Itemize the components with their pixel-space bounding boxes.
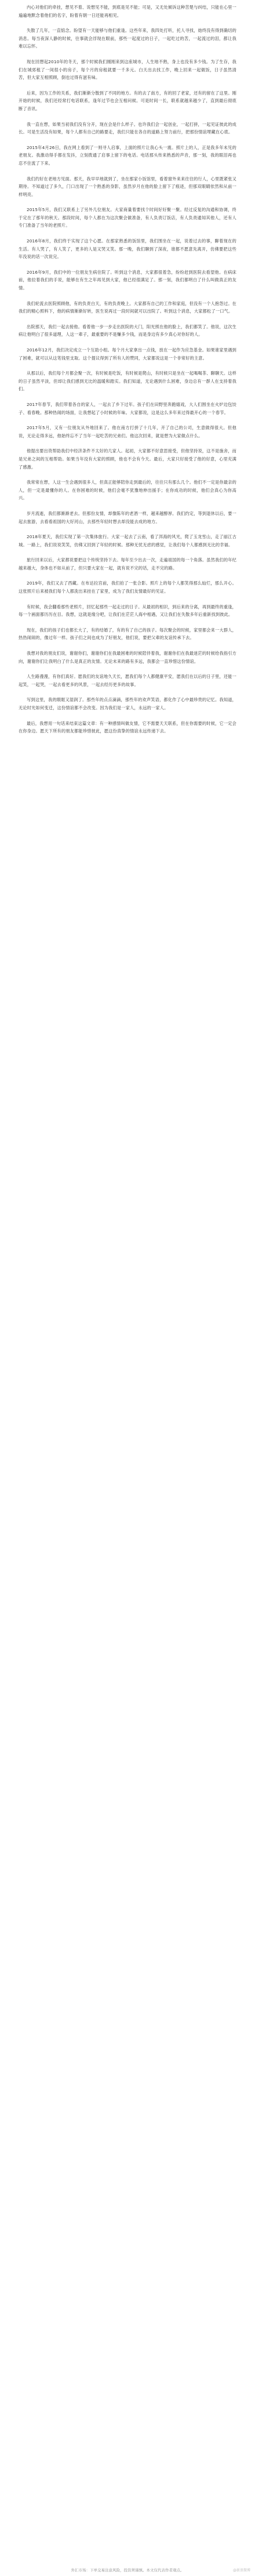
article-paragraph: 2019年，我们又去了西藏。在布达拉宫前，我们拍了一张合影。照片上的每个人都笑得那么灿烂，那么开心。这张照片后来被我们每个人都洗出来挂在了家里，成为了我们友情最好的见证。: [19, 580, 236, 594]
article-paragraph: 2016年8月，我们终于实现了这个心愿。在那家熟悉的饭馆里，我们围坐在一起，说着过去的事，聊着现在的生活。有人哭了，有人笑了，更多的人是又哭又笑。那一晚，我们聊到了深夜，谁都不愿意先离开，仿佛要把这些年没说的话一次说完。: [19, 238, 236, 260]
article-paragraph: 出院那天，我们一起去接他。看着他一步一步走出医院的大门，阳光照在他的脸上，我们都笑了。他说，这次生病让他明白了很多道理，人这一辈子，最重要的不是赚多少钱，而是身边有多少真心对你好的人。: [19, 324, 236, 338]
watermark: @新浪微博: [232, 2568, 250, 2573]
article-paragraph: 2016年9月，我们中的一位朋友生病住院了。听到这个消息，大家都很着急，纷纷赶到医院去看望他。在病床前，他拉着我们的手说，能够在有生之年再见到大家，他已经很满足了。那一刻，我们都明白了什么叫做真正的友情。: [19, 269, 236, 291]
article-paragraph: 他提出要出资帮助我们中经济条件不太好的几家人。起初，大家都不好意思接受，但他坚持说，这不是施舍，而是兄弟之间的互相帮助。如果当年没有大家的照顾，他也不会有今天。最后，大家只好接受了他的好意，心里充满了感激。: [19, 448, 236, 470]
article-paragraph: 现在回想起2010年的冬天，那个时候我们刚刚来到这座城市，人生地不熟，身上也没有多少钱。为了生存，我们在城郊租了一间很小的房子，每个月的房租就要一千多元。白天出去找工作，晚上回来一起做饭，日子虽然清苦，但大家互相照顾，倒也过得有滋有味。: [19, 59, 236, 81]
article-paragraph: 旅行回来以后，大家都说要把这个传统坚持下去。每年至少出去一次，走遍祖国的每一个角落。虽然我们的年纪越来越大，身体也不如从前了，但只要大家在一起，就有说不完的话，走不完的路。: [19, 557, 236, 571]
article-paragraph: 我们约好在老地方见面。那天，我早早地就到了，坐在那家小饭馆里，看着窗外来来往往的行人，心里既紧张又期待。不知道过了多久，门口出现了一个熟悉的身影，虽然岁月在他的脸上留下了痕迹，但那双眼睛依然和从前一样明亮。: [19, 176, 236, 197]
article-paragraph: 2016年12月，我们决定成立一个互助小组。每个月大家拿出一点钱，放在一起作为应急基金。如果谁家里遇到了困难，就可以从这笔钱里支取。这个提议得到了所有人的赞同，大家都说这是一个非常好的主意。: [19, 347, 236, 361]
article-paragraph: 我一直在想，如果当初我们没有分开，现在会是什么样子。也许我们会一起创业，一起打拼，一起见证彼此的成长。可是生活没有如果，每个人都有自己的路要走，我们只能在各自的道路上努力前行，把那份情谊埋藏在心底。: [19, 121, 236, 135]
article-paragraph: 我常常在想，人这一生会遇到很多人，但真正能够陪你走到最后的，往往只有那么几个。他们不一定是你最亲的人，但一定是最懂你的人。在你困难的时候，他们会毫不犹豫地伸出援手；在你成功的时候，他们会真心为你高兴。: [19, 480, 236, 501]
article-body: [19, 3, 236, 735]
article-paragraph: 我们轮流去医院照顾他，有的负责白天，有的负责晚上。大家都有自己的工作和家庭，但没有一个人抱怨过。在我们的精心照料下，他的病情渐渐好转，医生说再过一段时间就可以出院了。听到这个消息，大家都松了一口气。: [19, 300, 236, 314]
article-paragraph: 2018年夏天，我们实现了第一次集体旅行。大家一起去了云南，看了洱海的风光，爬了玉龙雪山，走了丽江古城。一路上，我们说说笑笑，仿佛又回到了年轻的时候。那种无忧无虑的感觉，让我们每个人都感到无比的幸福。: [19, 534, 236, 547]
article-footer: 外汇市场：下单交易注意风险，投资须谨慎。本文仅代表作者观点。: [71, 2568, 184, 2573]
article-paragraph: 写到这里，我的眼眶又湿润了。那些年的点点滴滴，那些年的欢声笑语，都化作了心中最珍贵的记忆。我知道，无论时光如何变迁，这份情谊都不会改变。因为我们是一家人，永远的一家人。: [19, 697, 236, 710]
article-paragraph: 2017年春节，我们带着各自的家人，一起去了乡下过年。孩子们在田野里奔跑嬉戏，大人们围坐在火炉边包饺子、看春晚。那种热闹的场面，让我想起了小时候的年味。大家都说，这是这么多年来过得最开心的一个春节。: [19, 401, 236, 415]
article-paragraph: 2015年4月26日，我在网上看到了一则寻人启事，上面的照片让我心头一震。照片上的人，正是我多年未见的老朋友。我激动得手都在发抖，立刻拨通了启事上留下的电话。电话那头传来熟悉的声音，那一刻，我的眼泪再也忍不住流了下来。: [19, 144, 236, 166]
article-paragraph: 有时候，我会翻看那些老照片，回忆起那些一起走过的日子。从最初的相识，到后来的分离，再到最终的重逢，每一个画面都历历在目。我想，这就是缘分吧，让我们在茫茫人海中相遇，又让我们在失散多年后重新找到彼此。: [19, 604, 236, 618]
article-paragraph: 后来，因为工作的关系，我们渐渐分散到了不同的地方。有的去了南方，有的回了老家，还有的留在了这里。刚开始的时候，我们还经常打电话联系，逢年过节也会互相问候。可是时间一长，联系就越来越少了，直到最后彻底断了音讯。: [19, 90, 236, 111]
article-paragraph: 现在，我们的孩子们也都长大了，有的结婚了，有的有了自己的孩子。每次聚会的时候，家里都会来一大群人，热热闹闹的，像过年一样。孩子们之间也成为了好朋友，他们说，要把父辈的友谊传承下去。: [19, 627, 236, 641]
article-paragraph: 从那以后，我们每个月都会聚一次，有时候是吃饭，有时候是爬山，有时候只是坐在一起喝喝茶、聊聊天。这样的日子虽然平淡，但却让我们感到无比的温暖和踏实。我们知道，无论遇到什么困难，身边总有一群人在支持着我们。: [19, 371, 236, 392]
article-paragraph: 岁月流逝，我们都渐渐老去。但那份友情，却像陈年的老酒一样，越来越醇厚。我们约定，等到退休以后，要一起去旅游，去看看祖国的大好河山，去那些年轻时想去却没能去成的地方。: [19, 510, 236, 524]
article-paragraph: 失散了几年，一直惦念。盼望有一天能够与他们重逢。这些年来，我四处打听，托人寻找，始终没有得到确切的消息。每当夜深人静的时候，往事就会浮现在眼前，那些一起度过的日子，一起吃过的苦，一起流过的泪，都让我难以忘怀。: [19, 28, 236, 49]
article-paragraph: 最后，我想用一句话来结束这篇文章：有一种感情叫做友情，它不需要天天联系，但在你需要的时候，它一定会在你身边。愿天下所有的朋友都能珍惜彼此，愿这份真挚的情谊永远传递下去。: [19, 720, 236, 734]
article-paragraph: 2015年5月，我们又联系上了另外几位朋友。大家商量着要找个时间好好聚一聚。经过反复的沟通和协调，终于定在了那年的秋天。那段时间，每个人都在为这次聚会做准备，有人负责订饭店，有人负责通知其他人，还有人专门准备了当年的老照片。: [19, 207, 236, 228]
article-paragraph: 内心对他们的牵挂，想见不着、说想见不能，到底是见不能；可是，又无处倾诉这种苦楚与纠结，只能在心里一遍遍地默念着他们的名字，盼着有朝一日还能再相见。: [19, 5, 236, 18]
article-paragraph: 我想对我的朋友们说，谢谢你们，谢谢你们在我最困难的时候陪伴着我，谢谢你们在我最迷茫的时候给我指引方向，谢谢你们让我明白了什么是真正的友情。无论未来的路有多远，我都会一直珍惜这份情谊。: [19, 651, 236, 664]
article-paragraph: 人生路漫漫，有你们真好。愿我们的友谊地久天长，愿我们每个人都健康平安，愿我们在以后的日子里，还能一起笑，一起哭，一起去看更多的风景，一起去经历更多的故事。: [19, 674, 236, 687]
article-paragraph: 2017年5月，又有一位朋友从外地回来了。他在南方打拼了十几年，开了自己的公司，生意做得很大。但他说，无论走得多远，他始终忘不了当年一起吃苦的兄弟们。他这次回来，就是想为大家做点什么。: [19, 425, 236, 438]
